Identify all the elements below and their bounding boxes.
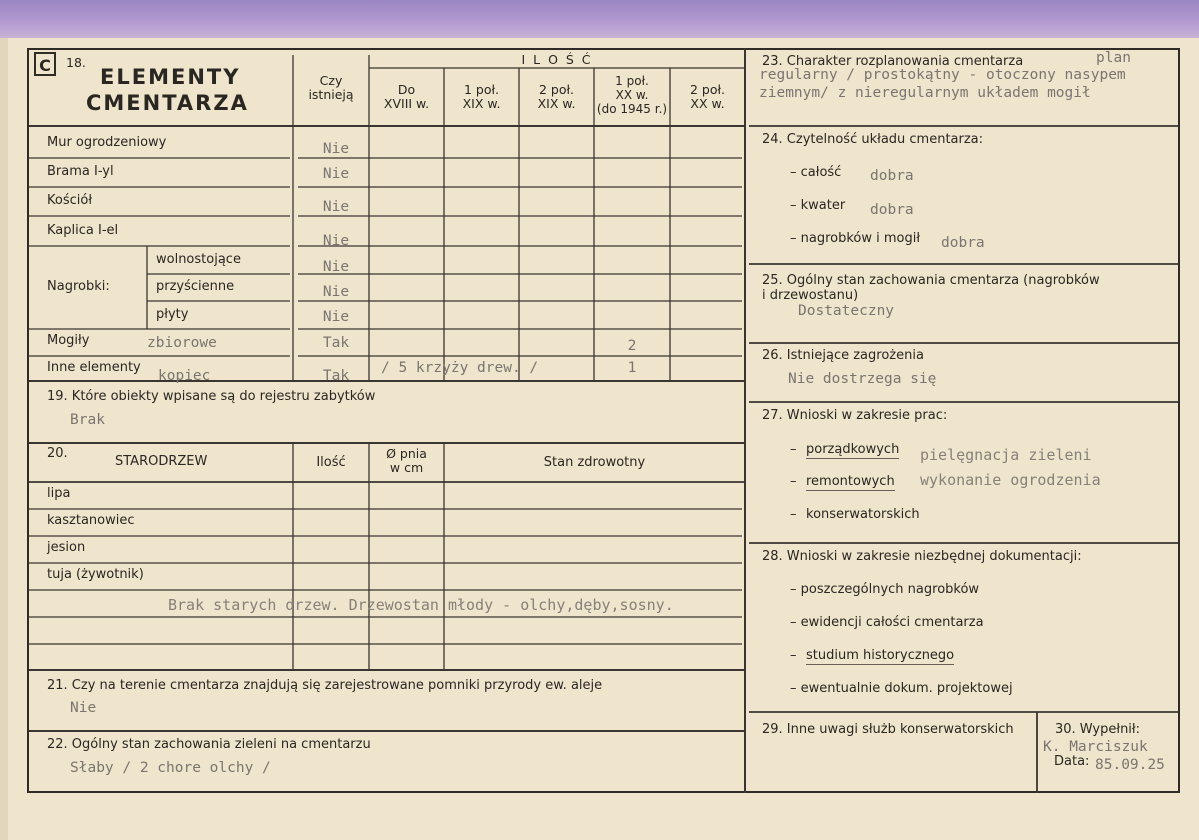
- exists-header: Czy istnieją: [308, 73, 354, 103]
- s30-label: 30. Wypełnił:: [1055, 722, 1140, 737]
- s27-porzadkowych: porządkowych: [806, 442, 900, 457]
- s28-item-1: – poszczególnych nagrobków: [790, 582, 980, 597]
- s30-date: 85.09.25: [1095, 757, 1165, 773]
- s27-remontowych-value: wykonanie ogrodzenia: [920, 471, 1101, 489]
- s21-answer: Nie: [70, 700, 97, 716]
- s27-dash-3: –: [790, 507, 797, 522]
- s18-title-line2: CMENTARZA: [86, 91, 249, 115]
- s23-answer-word: plan: [1096, 50, 1131, 66]
- s26-answer: Nie dostrzega się: [788, 371, 937, 387]
- s27-remontowych: remontowych: [806, 474, 895, 489]
- s27-dash-1: –: [790, 442, 797, 457]
- row-label-mur: Mur ogrodzeniowy: [47, 135, 167, 150]
- row-exists-wolno: Nie: [322, 259, 350, 275]
- s20-col-ilosc: Ilość: [316, 455, 346, 470]
- row-exists-inne: Tak: [322, 368, 350, 384]
- row-exists-kaplica: Nie: [322, 233, 350, 249]
- row-note-mogily: zbiorowe: [147, 335, 217, 351]
- row-label-kosciol: Kościół: [47, 193, 93, 208]
- period-header-5: 2 poł. XX w.: [689, 82, 726, 112]
- s27-label: 27. Wnioski w zakresie prac:: [762, 408, 948, 423]
- section-letter-box: C: [34, 52, 56, 76]
- s24-nagrobkow-value: dobra: [941, 235, 985, 251]
- s29-label: 29. Inne uwagi służb konserwatorskich: [762, 722, 1014, 737]
- s24-kwater-value: dobra: [870, 202, 914, 218]
- s27-porzadkowych-value: pielęgnacja zieleni: [920, 446, 1092, 464]
- s21-label: 21. Czy na terenie cmentarza znajdują się zarejestrowane pomniki przyrody ew. aleje: [47, 678, 603, 693]
- s25-label-line2: i drzewostanu): [762, 288, 859, 303]
- s19-label: 19. Które obiekty wpisane są do rejestru zabytków: [47, 389, 376, 404]
- row-label-przysc: przyścienne: [156, 279, 235, 294]
- s24-label: 24. Czytelność układu cmentarza:: [762, 132, 984, 147]
- row-value-inne: 1: [627, 360, 637, 376]
- period-header-2: 1 poł. XIX w.: [462, 82, 501, 112]
- row-label-mogily: Mogiły: [47, 333, 90, 348]
- s30-date-label: Data:: [1054, 754, 1090, 769]
- s23-answer-line1: regularny / prostokątny - otoczony nasypem: [759, 67, 1126, 83]
- s20-col-stan: Stan zdrowotny: [543, 455, 646, 470]
- s26-label: 26. Istniejące zagrożenia: [762, 348, 924, 363]
- s28-item-4: – ewentualnie dokum. projektowej: [790, 681, 1013, 696]
- s23-label: 23. Charakter rozplanowania cmentarza: [762, 54, 1024, 69]
- s27-dash-2: –: [790, 474, 797, 489]
- row-exists-kosciol: Nie: [322, 199, 350, 215]
- row-value-mogily: 2: [627, 338, 637, 354]
- tree-row-1: lipa: [47, 486, 71, 501]
- row-exists-plyty: Nie: [322, 309, 350, 325]
- row-exists-brama: Nie: [322, 166, 350, 182]
- tree-row-2: kasztanowiec: [47, 513, 135, 528]
- row-extra-inne: / 5 krzyży drew. /: [381, 360, 539, 376]
- s28-item-2: – ewidencji całości cmentarza: [790, 615, 984, 630]
- s20-number: 20.: [47, 446, 68, 461]
- s23-answer-line2: ziemnym/ z nieregularnym układem mogił: [759, 85, 1091, 101]
- s28-dash-3: –: [790, 648, 797, 663]
- row-label-brama: Brama I-yl: [47, 164, 114, 179]
- s18-title-line1: ELEMENTY: [100, 65, 241, 89]
- s24-calosc: – całość: [790, 165, 842, 180]
- row-label-inne: Inne elementy: [47, 360, 141, 375]
- row-exists-przysc: Nie: [322, 284, 350, 300]
- row-label-nagrobki: Nagrobki:: [47, 279, 110, 294]
- row-label-wolno: wolnostojące: [156, 252, 241, 267]
- s28-label: 28. Wnioski w zakresie niezbędnej dokumentacji:: [762, 549, 1082, 564]
- period-header-1: Do XVIII w.: [383, 82, 430, 112]
- row-exists-mur: Nie: [322, 141, 350, 157]
- s20-title: STARODRZEW: [115, 454, 208, 469]
- row-label-kaplica: Kaplica I-el: [47, 223, 119, 238]
- period-header-4: 1 poł. XX w. (do 1945 r.): [596, 74, 668, 116]
- s20-note: Brak starych drzew. Drzewostan młody - olchy,dęby,sosny.: [168, 596, 674, 614]
- s27-konserwatorskich: konserwatorskich: [806, 507, 920, 522]
- s28-item-3: studium historycznego: [806, 648, 955, 663]
- period-header-3: 2 poł. XIX w.: [537, 82, 576, 112]
- s19-answer: Brak: [70, 412, 105, 428]
- s24-nagrobkow: – nagrobków i mogił: [790, 231, 921, 246]
- s25-label-line1: 25. Ogólny stan zachowania cmentarza (nagrobków: [762, 273, 1100, 288]
- row-label-plyty: płyty: [156, 307, 189, 322]
- s22-label: 22. Ogólny stan zachowania zieleni na cmentarzu: [47, 737, 371, 752]
- s24-kwater: – kwater: [790, 198, 846, 213]
- ilosc-header: I L O Ś Ć: [521, 52, 593, 67]
- s24-calosc-value: dobra: [870, 168, 914, 184]
- s18-number: 18.: [66, 55, 86, 70]
- row-exists-mogily: Tak: [322, 335, 350, 351]
- s22-answer: Słaby / 2 chore olchy /: [70, 760, 271, 776]
- s20-col-pien: Ø pnia w cm: [386, 446, 427, 476]
- s30-name: K. Marciszuk: [1043, 739, 1148, 755]
- tree-row-4: tuja (żywotnik): [47, 567, 144, 582]
- tree-row-3: jesion: [47, 540, 86, 555]
- s25-answer: Dostateczny: [798, 303, 895, 319]
- row-note-inne: kopiec: [158, 368, 211, 384]
